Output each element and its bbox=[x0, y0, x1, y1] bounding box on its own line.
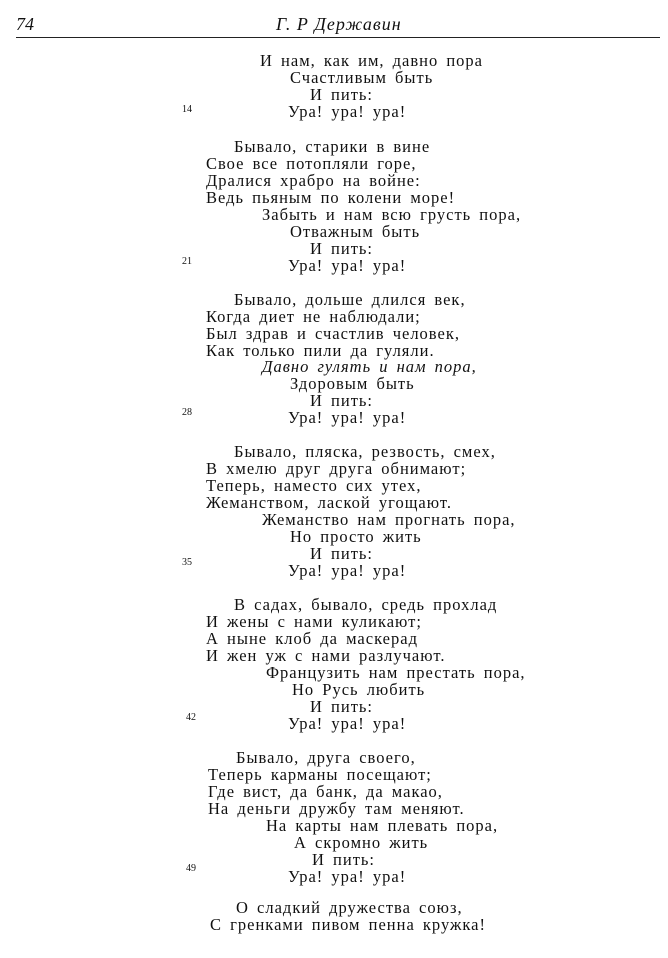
line-number: 49 bbox=[186, 863, 196, 874]
verse-line: Давно гулять и нам пора, bbox=[262, 357, 477, 376]
verse-line: На карты нам плевать пора, bbox=[266, 816, 499, 835]
line-number: 28 bbox=[182, 407, 192, 418]
verse-line: Ура! ура! ура! bbox=[288, 256, 407, 275]
verse-line: С гренками пивом пенна кружка! bbox=[210, 915, 486, 934]
verse-line: Был здрав и счастлив человек, bbox=[206, 324, 460, 343]
verse-line: А ныне клоб да маскерад bbox=[206, 629, 418, 648]
verse-line: Бывало, друга своего, bbox=[236, 748, 416, 767]
verse-line: Но просто жить bbox=[290, 527, 422, 546]
verse-line: Жеманство нам прогнать пора, bbox=[262, 510, 516, 529]
verse-line: Дралися храбро на войне: bbox=[206, 171, 421, 190]
verse-line: Забыть и нам всю грусть пора, bbox=[262, 205, 522, 224]
page-number: 74 bbox=[16, 14, 34, 34]
verse-line: И пить: bbox=[310, 239, 374, 258]
verse-line: В хмелю друг друга обнимают; bbox=[206, 459, 467, 478]
verse-line: И пить: bbox=[312, 850, 376, 869]
verse-line: На деньги дружбу там меняют. bbox=[208, 799, 465, 818]
verse-line: Счастливым быть bbox=[290, 68, 434, 87]
verse-line: И пить: bbox=[310, 85, 374, 104]
line-number: 21 bbox=[182, 256, 192, 267]
verse-line: Ура! ура! ура! bbox=[288, 561, 407, 580]
verse-line: Отважным быть bbox=[290, 222, 421, 241]
page-header bbox=[16, 10, 656, 38]
verse-line: Как только пили да гуляли. bbox=[206, 341, 435, 360]
verse-line: И пить: bbox=[310, 697, 374, 716]
line-number: 35 bbox=[182, 557, 192, 568]
verse-line: Ура! ура! ура! bbox=[288, 408, 407, 427]
verse-line: Бывало, старики в вине bbox=[234, 137, 431, 156]
verse-line: И нам, как им, давно пора bbox=[260, 51, 484, 70]
verse-line: Теперь, наместо сих утех, bbox=[206, 476, 422, 495]
verse-line: Французить нам престать пора, bbox=[266, 663, 526, 682]
verse-line: Ура! ура! ура! bbox=[288, 714, 407, 733]
verse-line: Жеманством, лаской угощают. bbox=[206, 493, 452, 512]
verse-line: Ура! ура! ура! bbox=[288, 867, 407, 886]
running-title: Г. Р Державин bbox=[276, 14, 402, 34]
verse-line: Теперь карманы посещают; bbox=[208, 765, 432, 784]
verse-line: Но Русь любить bbox=[292, 680, 426, 699]
verse-line: И жены с нами куликают; bbox=[206, 612, 422, 631]
verse-line: Свое все потопляли горе, bbox=[206, 154, 417, 173]
verse-line: В садах, бывало, средь прохлад bbox=[234, 595, 498, 614]
verse-line: Когда диет не наблюдали; bbox=[206, 307, 421, 326]
verse-line: И пить: bbox=[310, 391, 374, 410]
header-rule bbox=[16, 37, 660, 38]
verse-line: Ура! ура! ура! bbox=[288, 102, 407, 121]
verse-line: И пить: bbox=[310, 544, 374, 563]
verse-line: Бывало, пляска, резвость, смех, bbox=[234, 442, 496, 461]
line-number: 14 bbox=[182, 104, 192, 115]
verse-line: Здоровым быть bbox=[290, 374, 415, 393]
verse-line: И жен уж с нами разлучают. bbox=[206, 646, 446, 665]
verse-line: Где вист, да банк, да макао, bbox=[208, 782, 443, 801]
verse-line: О сладкий дружества союз, bbox=[236, 898, 463, 917]
verse-line: А скромно жить bbox=[294, 833, 429, 852]
verse-line: Бывало, дольше длился век, bbox=[234, 290, 466, 309]
line-number: 42 bbox=[186, 712, 196, 723]
verse-line: Ведь пьяным по колени море! bbox=[206, 188, 456, 207]
